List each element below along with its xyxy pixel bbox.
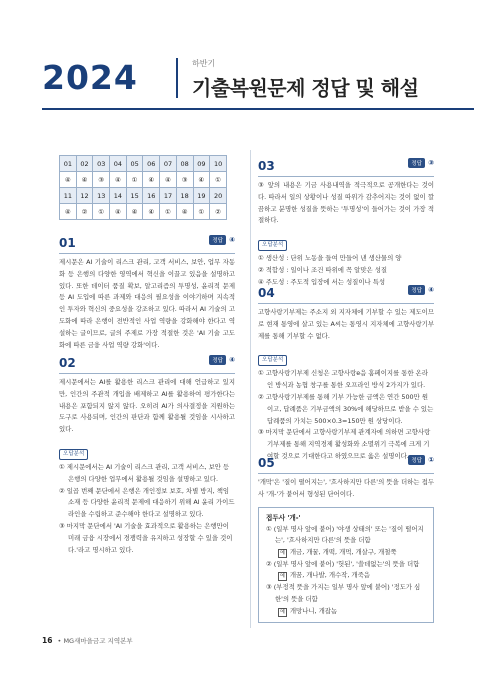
grid-answer-cell: ① — [126, 172, 143, 188]
wrong-answer-tag: 오답분석 — [59, 449, 88, 460]
grid-answer-cell: ② — [76, 204, 93, 220]
wrong-answer-tag: 오답분석 — [258, 240, 287, 251]
question-rule — [258, 176, 434, 177]
wrong-answer-tag: 오답분석 — [258, 355, 287, 366]
question-03 — [258, 155, 434, 289]
page-header — [42, 52, 474, 106]
example-words: 개금, 개꿀, 개떡, 개먹, 개살구, 개철쭉 — [289, 548, 397, 557]
column-divider — [250, 150, 251, 628]
grid-number-cell: 17 — [160, 188, 177, 204]
question-number: 05 — [258, 456, 275, 470]
grid-number-cell: 15 — [126, 188, 143, 204]
grid-answer-cell: ④ — [176, 204, 193, 220]
example-mark: 예 — [280, 550, 285, 557]
example-words: 개망나니, 개잡놈 — [289, 606, 338, 615]
grid-number-cell: 18 — [176, 188, 193, 204]
option-analysis: ① 제시문에서는 AI 기술이 리스크 관리, 고객 서비스, 보안 등 은행의 다양한 업무에서 활용될 것임을 설명하고 있다. — [59, 462, 230, 483]
question-01 — [59, 232, 235, 351]
option-analysis: ② 고향사랑기부제를 통해 기부 가능한 금액은 연간 500만 원이고, 답례품은 기부금액의 30%에 해당하므로 받을 수 있는 답례품의 가치는 500×0.3=150만 원 상당이다. — [258, 392, 434, 425]
section-title: 기출복원문제 정답 및 해설 — [192, 76, 419, 100]
grid-row — [60, 204, 227, 220]
grid-row — [60, 172, 227, 188]
grid-number-cell: 05 — [126, 156, 143, 172]
header-rule — [42, 108, 474, 110]
option-analysis: ① 고향사랑기부제 신청은 고향사랑e음 홈페이지를 통한 온라인 방식과 농협 창구를 통한 오프라인 방식 2가지가 있다. — [258, 369, 429, 390]
explanation-text: 고향사랑기부제는 주소지 외 지자체에 기부할 수 있는 제도이므로 현재 통영에 살고 있는 A씨는 통영시 지자체에 고향사랑기부제를 통해 기부할 수 없다. — [258, 308, 434, 340]
option-analysis: ② 일곱 번째 문단에서 은행은 개인정보 보호, 차별 방지, 책임 소재 등 다양한 윤리적 문제에 대응하기 위해 AI 윤리 가이드라인을 수립하고 준수해야 한다고 설명하고 있다. — [59, 486, 235, 519]
option-analysis: ③ 마지막 문단에서 'AI 기술을 효과적으로 활용하는 은행만이 미래 금융 시장에서 경쟁력을 유지하고 성장할 수 있을 것이다.'라고 명시하고 있다. — [59, 521, 233, 554]
header-divider — [176, 58, 178, 98]
answer-badge — [209, 355, 235, 365]
grid-number-cell: 04 — [110, 156, 127, 172]
grid-answer-cell: ④ — [193, 172, 210, 188]
grid-number-cell: 13 — [93, 188, 110, 204]
question-rule — [258, 303, 434, 304]
grid-answer-cell: ③ — [93, 172, 110, 188]
grid-number-cell: 06 — [143, 156, 160, 172]
explanation-text: 제시문은 AI 기술이 리스크 관리, 고객 서비스, 보안, 업무 자동화 등 은행의 다양한 영역에서 혁신을 이끌고 있음을 설명하고 있다. 또한 데이터 품질 확보, 알고리즘의 투명성, 윤리적 문제 등 AI 도입에 따른 과제와 대응의 필요성을 이야기하며 지속적인 투자와 혁신의 중요성을 강조하고 있다. 따라서 AI 기술의 고도화에 따라 은행이 전반적인 사업 역량을 강화해야 한다고 역설하는 글이므로, 글의 주제로 가장 적절한 것은 'AI 기술 고도화에 따른 금융 사업 역량 강화'이다. — [59, 258, 235, 349]
example-mark: 예 — [280, 573, 285, 580]
question-number: 04 — [258, 286, 275, 300]
grid-number-cell: 07 — [160, 156, 177, 172]
answer-label: 정답 — [209, 355, 226, 365]
grid-number-cell: 20 — [210, 188, 227, 204]
option-analysis: ② 적합성 : 일이나 조건 따위에 꼭 알맞은 성질 — [258, 265, 388, 274]
answer-label: 정답 — [408, 285, 425, 295]
question-number: 03 — [258, 159, 275, 173]
option-analysis: ① 생산성 : 단위 노동을 들여 만들어 낸 생산물의 양 — [258, 254, 402, 263]
prefix-info-box — [258, 507, 434, 623]
grid-number-cell: 11 — [60, 188, 77, 204]
grid-number-cell: 01 — [60, 156, 77, 172]
answer-label: 정답 — [408, 455, 425, 465]
example-line — [266, 547, 426, 559]
answer-badge — [408, 158, 434, 168]
grid-row — [60, 156, 227, 172]
grid-number-cell: 03 — [93, 156, 110, 172]
grid-answer-cell: ④ — [143, 172, 160, 188]
grid-answer-cell: ④ — [126, 204, 143, 220]
grid-answer-cell: ④ — [76, 172, 93, 188]
question-number: 01 — [59, 236, 76, 250]
answer-grid — [59, 155, 227, 220]
example-mark: 예 — [280, 608, 285, 615]
footer-text: MG새마을금고 지역본부 — [63, 637, 133, 645]
example-line — [266, 570, 426, 582]
answer-value: ④ — [428, 286, 434, 294]
answer-badge — [209, 235, 235, 245]
grid-answer-cell: ② — [210, 204, 227, 220]
answer-badge — [408, 285, 434, 295]
answer-value: ① — [428, 456, 434, 464]
page-footer — [42, 636, 133, 645]
option-analysis: ③ 마지막 문단에서 고향사랑기부제 관계자에 의하면 고향사랑기부제를 통해 지역경제 활성화와 소멸위기 극복에 크게 기여할 것으로 기대한다고 하였으므로 옳은 설명이다. — [258, 428, 431, 460]
half-label: 하반기 — [192, 59, 216, 68]
grid-answer-cell: ① — [93, 204, 110, 220]
grid-answer-cell: ④ — [110, 172, 127, 188]
question-02 — [59, 352, 235, 556]
footer-bullet: • — [57, 637, 62, 645]
grid-answer-cell: ① — [210, 172, 227, 188]
grid-answer-cell: ④ — [143, 204, 160, 220]
question-rule — [258, 473, 434, 474]
page-number: 16 — [42, 636, 53, 645]
option-analysis: ④ 주도성 : 주도적 입장에 서는 성질이나 특성 — [258, 277, 386, 286]
question-number: 02 — [59, 356, 76, 370]
explanation-text: ③ 앞의 내용은 기금 사용내역을 적극적으로 공개한다는 것이다. 따라서 일의 상황이나 성질 따위가 감추어지는 것이 없이 깔끔하고 분명한 성질을 뜻하는 '투명성'이 들어가는 것이 가장 적절하다. — [258, 181, 434, 225]
answer-value: ④ — [229, 356, 235, 364]
grid-number-cell: 19 — [193, 188, 210, 204]
year-title: 2024 — [42, 58, 138, 97]
prefix-meaning: ② (일부 명사 앞에 붙어) '헛된', '쓸데없는'의 뜻을 더함 — [266, 559, 420, 568]
prefix-meaning: ① (일부 명사 앞에 붙어) '야생 상태의' 또는 '질이 떨어지는', '흐사하지만 다른'의 뜻을 더함 — [266, 524, 424, 545]
question-05 — [258, 452, 434, 623]
grid-answer-cell: ① — [193, 204, 210, 220]
answer-value: ④ — [229, 236, 235, 244]
answer-label: 정답 — [209, 235, 226, 245]
grid-number-cell: 02 — [76, 156, 93, 172]
grid-number-cell: 09 — [193, 156, 210, 172]
grid-answer-cell: ④ — [110, 204, 127, 220]
question-04 — [258, 282, 434, 463]
grid-answer-cell: ④ — [60, 204, 77, 220]
grid-number-cell: 08 — [176, 156, 193, 172]
grid-number-cell: 12 — [76, 188, 93, 204]
grid-answer-cell: ③ — [176, 172, 193, 188]
prefix-meaning: ③ (부정적 뜻을 가지는 일부 명사 앞에 붙어) '정도가 심한'의 뜻을 더함 — [266, 582, 421, 603]
example-line — [266, 606, 426, 618]
answer-label: 정답 — [408, 158, 425, 168]
grid-number-cell: 16 — [143, 188, 160, 204]
explanation-text: 제시문에서는 AI를 활용한 리스크 관리에 대해 언급하고 있지만, 인간의 주관적 개입을 배제하고 AI를 활용하여 평가한다는 내용은 포함되지 않지 않다. 오히려 AI가 의사결정을 지원하는 도구로 사용되며, 인간의 판단과 함께 활용될 것임을 시사하고 있다. — [59, 378, 235, 434]
grid-answer-cell: ① — [160, 204, 177, 220]
question-rule — [59, 373, 235, 374]
grid-answer-cell: ④ — [60, 172, 77, 188]
grid-number-cell: 10 — [210, 156, 227, 172]
grid-number-cell: 14 — [110, 188, 127, 204]
example-words: 개꿈, 개나발, 개수작, 개죽음 — [289, 571, 370, 580]
box-title: 접두사 '개-' — [266, 513, 301, 522]
grid-answer-cell: ④ — [160, 172, 177, 188]
question-rule — [59, 253, 235, 254]
explanation-text: '개막'은 '질이 떨어지는', '흐사하지만 다른'의 뜻을 더하는 접두사 '개-'가 붙어서 형성된 단어이다. — [258, 478, 434, 498]
grid-row — [60, 188, 227, 204]
answer-value: ③ — [428, 159, 434, 167]
answer-badge — [408, 455, 434, 465]
